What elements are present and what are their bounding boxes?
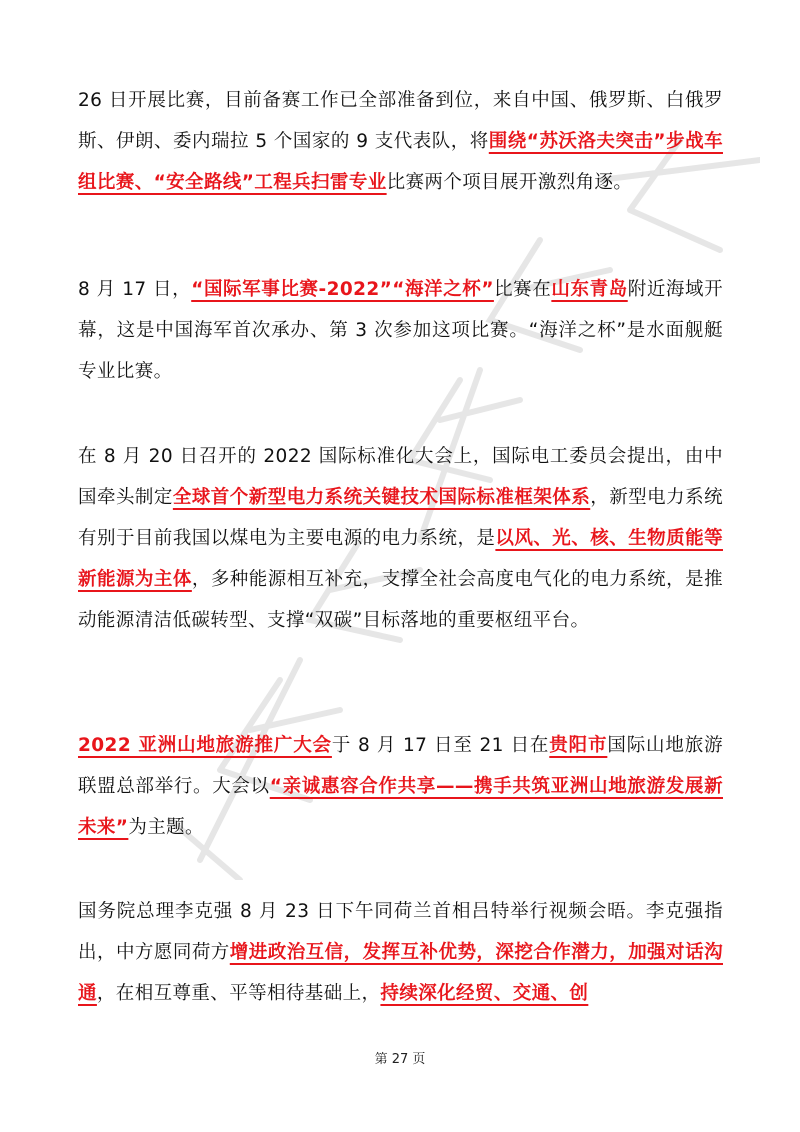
paragraph-4 [78, 725, 723, 848]
body-text: 比赛在 [493, 279, 552, 300]
page-number: 第 27 页 [374, 1052, 426, 1067]
body-text: 为主题。 [128, 817, 204, 838]
highlighted-text: 全球首个新型电力系统关键技术国际标准框架体系 [172, 487, 591, 508]
body-text: 国际山地旅游联盟总部举行。大会以 [78, 735, 724, 797]
highlighted-text: 以风、光、核、生物质能等新能源为主体 [78, 528, 723, 590]
highlighted-text: 增进政治互信，发挥互补优势，深挖合作潜力，加强对话沟通 [78, 942, 723, 1004]
highlighted-text: 贵阳市 [549, 735, 608, 756]
body-text: 国务院总理李克强 8 月 23 日下午同荷兰首相吕特举行视频会晤。李克强指出，中方愿同荷方 [78, 901, 723, 963]
body-text: ，在相互尊重、平等相待基础上， [96, 983, 381, 1004]
highlighted-text: 围绕“苏沃洛夫突击”步战车组比赛、“安全路线”工程兵扫雷专业 [78, 131, 723, 193]
body-text: 8 月 17 日， [78, 279, 192, 300]
paragraph-3 [78, 436, 723, 641]
body-text: 26 日开展比赛，目前备赛工作已全部准备到位，来自中国、俄罗斯、白俄罗斯、伊朗、委内瑞拉 5 个国家的 9 支代表队，将 [78, 90, 723, 152]
body-text: ，新型电力系统有别于目前我国以煤电为主要电源的电力系统，是 [78, 487, 723, 549]
highlighted-text: 持续深化经贸、交通、创 [380, 983, 589, 1004]
body-text: 附近海域开幕，这是中国海军首次承办、第 3 次参加这项比赛。“海洋之杯”是水面舰艇专业比赛。 [78, 279, 723, 382]
body-text: 在 8 月 20 日召开的 2022 国际标准化大会上，国际电工委员会提出，由中国牵头制定 [78, 446, 723, 508]
paragraph-2 [78, 269, 723, 392]
highlighted-text: 2022 亚洲山地旅游推广大会 [78, 735, 332, 756]
paragraph-1 [78, 80, 723, 203]
body-text: 比赛两个项目展开激烈角逐。 [386, 172, 633, 193]
body-text: 于 8 月 17 日至 21 日在 [331, 735, 550, 756]
paragraph-5 [78, 891, 723, 1014]
highlighted-text: “国际军事比赛-2022”“海洋之杯” [191, 279, 494, 300]
highlighted-text: 山东青岛 [551, 279, 628, 300]
body-text: ，多种能源相互补充，支撑全社会高度电气化的电力系统，是推动能源清洁低碳转型、支撑“双碳”目标落地的重要枢纽平台。 [78, 569, 724, 631]
highlighted-text: “亲诚惠容合作共享——携手共筑亚洲山地旅游发展新未来” [78, 776, 723, 838]
